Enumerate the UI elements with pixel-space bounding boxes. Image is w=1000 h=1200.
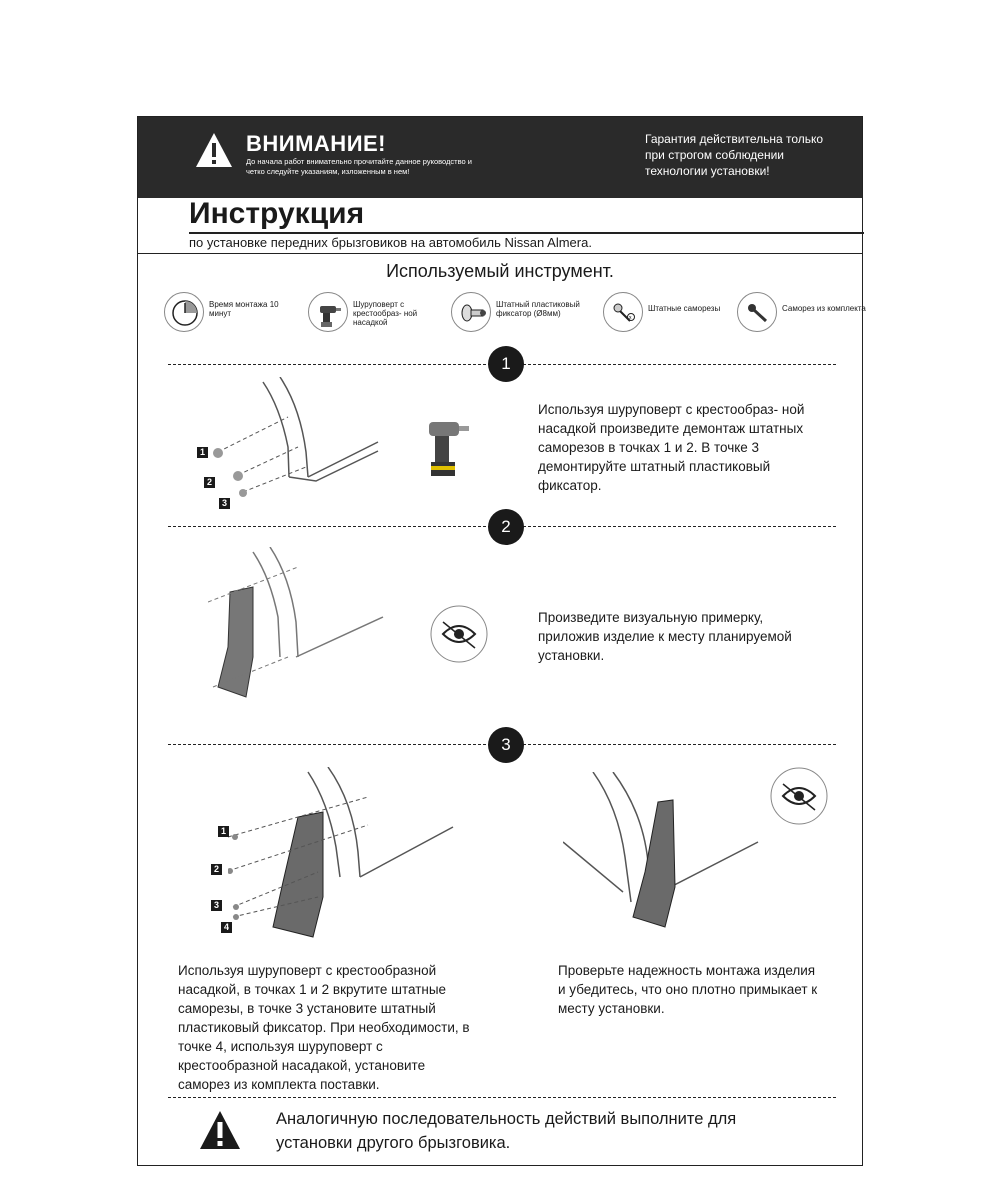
- tool-label: Время монтажа 10 минут: [209, 300, 279, 318]
- clock-icon: [165, 293, 205, 333]
- point-label: 1: [218, 826, 229, 837]
- warning-title: ВНИМАНИЕ!: [246, 131, 387, 156]
- eye-icon: [429, 604, 489, 664]
- installation-illustration: [228, 767, 468, 947]
- svg-text:x: x: [629, 315, 632, 321]
- page-subtitle: по установке передних брызговиков на автомобиль Nissan Almera.: [189, 235, 592, 250]
- tool-label: Саморез из комплекта: [782, 304, 866, 313]
- instruction-sheet: [137, 116, 866, 1166]
- check-instruction: Проверьте надежность монтажа изделия и убедитесь, что оно плотно примыкает к месту установки.: [558, 963, 818, 1016]
- kit-screw-icon: [738, 293, 778, 333]
- step-badge: 2: [488, 509, 524, 545]
- screwdriver-icon: [309, 293, 349, 333]
- clip-icon: [452, 293, 492, 333]
- warning-banner: [138, 117, 862, 198]
- installed-mudflap-illustration: [563, 772, 763, 942]
- tool-label: Штатный пластиковый фиксатор (Ø8мм): [496, 300, 580, 318]
- screwdriver-icon: [423, 414, 473, 486]
- point-label: 2: [211, 864, 222, 875]
- fitting-illustration: [208, 547, 408, 707]
- point-label: 3: [211, 900, 222, 911]
- title-rule: [189, 232, 864, 234]
- point-label: 2: [204, 477, 215, 488]
- point-label: 1: [197, 447, 208, 458]
- eye-icon: [769, 766, 829, 826]
- step-badge: 3: [488, 727, 524, 763]
- point-label: 4: [221, 922, 232, 933]
- step-instruction: Используя шуруповерт с крестообразной насадкой, в точках 1 и 2 вкрутите штатные саморезы, в точке 3 установите штатный пластиковый фиксатор. При необходимости, в точке 4, используя шуруповерт с крестообразной насадакой, установите саморез из комплекта поставки.: [178, 963, 470, 1092]
- tools-heading: Используемый инструмент.: [386, 261, 614, 281]
- fender-removal-illustration: [188, 377, 388, 512]
- subtitle-rule: [138, 253, 862, 254]
- warning-icon: [194, 131, 234, 169]
- page-title: Инструкция: [189, 197, 365, 230]
- factory-screw-icon: [604, 293, 644, 333]
- final-divider: [168, 1097, 836, 1098]
- step-badge: 1: [488, 346, 524, 382]
- step-instruction: Произведите визуальную примерку, приложив изделие к месту планируемой установки.: [538, 610, 792, 663]
- warning-text: До начала работ внимательно прочитайте данное руководство и четко следуйте указаниям, изложенным в нем!: [246, 157, 472, 176]
- tool-label: Шуруповерт с крестообраз- ной насадкой: [353, 300, 418, 327]
- guarantee-text: Гарантия действительна только при строгом соблюдении технологии установки!: [645, 132, 824, 178]
- step-instruction: Используя шуруповерт с крестообраз- ной насадкой произведите демонтаж штатных саморезов в точках 1 и 2. В точке 3 демонтируйте штатный пластиковый фиксатор.: [538, 402, 805, 493]
- tool-label: Штатные саморезы: [648, 304, 721, 313]
- point-label: 3: [219, 498, 230, 509]
- final-note: Аналогичную последовательность действий выполните для установки другого брызговика.: [276, 1110, 737, 1152]
- warning-icon: [198, 1109, 242, 1151]
